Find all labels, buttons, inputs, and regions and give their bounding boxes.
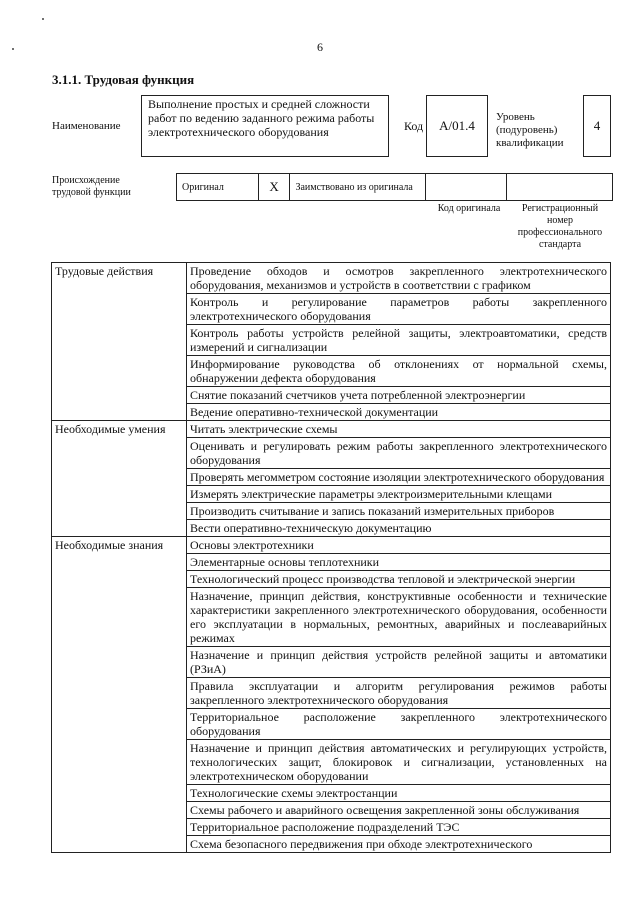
qualification-level: 4 xyxy=(583,95,611,157)
level-label: Уровень (подуровень) квалификации xyxy=(496,111,564,149)
requirement-item: Правила эксплуатации и алгоритм регулирования режимов работы закрепленного электротехнического оборудования xyxy=(187,678,610,709)
original-cell xyxy=(177,174,259,200)
requirement-item: Назначение и принцип действия устройств релейной защиты и автоматики (РЗиА) xyxy=(187,647,610,678)
requirement-item: Ведение оперативно-технической документации xyxy=(190,405,439,419)
scan-speck xyxy=(42,18,44,20)
requirement-item: Технологические схемы электростанции xyxy=(187,785,610,802)
section-row xyxy=(52,537,611,853)
borrowed-label: Заимствовано из оригинала xyxy=(295,181,413,193)
requirement-item: Схема безопасного передвижения при обходе электротехнического xyxy=(190,837,533,851)
requirement-item: Назначение и принцип действия автоматических и регулирующих устройств, технологических защит, блокировок и сигнализации, установленных на электротехническом оборудовании xyxy=(187,740,610,785)
section-items-cell xyxy=(187,421,611,537)
origin-table xyxy=(176,173,613,201)
original-label: Оригинал xyxy=(182,181,224,193)
registration-number-cell xyxy=(507,174,612,200)
requirement-item: Технологический процесс производства тепловой и электрической энергии xyxy=(187,571,610,588)
page-number: 6 xyxy=(317,40,323,54)
origin-label: Происхождение трудовой функции xyxy=(52,175,131,198)
requirement-item: Схемы рабочего и аварийного освещения закрепленной зоны обслуживания xyxy=(187,802,610,819)
section-items-cell xyxy=(187,263,611,421)
requirement-item: Оценивать и регулировать режим работы закрепленного электротехнического оборудования xyxy=(187,438,610,469)
code-label: Код xyxy=(404,119,424,133)
requirement-item: Проверять мегомметром состояние изоляции электротехнического оборудования xyxy=(187,469,610,486)
section-title-cell: Необходимые умения xyxy=(52,421,187,537)
requirement-item: Территориальное расположение закрепленного электротехнического оборудования xyxy=(187,709,610,740)
requirement-item: Назначение, принцип действия, конструктивные особенности и технические характеристики закрепленного электротехнического оборудования, особенности его эксплуатации в нормальных, ремонтных, аварийных и послеаварийных режимах xyxy=(187,588,610,647)
registration-caption: Регистрационный номер профессионального стандарта xyxy=(517,203,603,250)
section-items-cell xyxy=(187,537,611,853)
requirement-item: Элементарные основы теплотехники xyxy=(187,554,610,571)
section-title: 3.1.1. Трудовая функция xyxy=(52,72,195,87)
function-name: Выполнение простых и средней сложности работ по ведению заданного режима работы электротехнического оборудования xyxy=(141,95,389,157)
requirement-item: Читать электрические схемы xyxy=(187,421,610,438)
name-label: Наименование xyxy=(52,120,121,132)
requirement-item: Основы электротехники xyxy=(187,537,610,554)
code-caption: Код оригинала xyxy=(437,203,501,214)
origin-code-cell xyxy=(426,174,508,200)
section-title-cell: Трудовые действия xyxy=(52,263,187,421)
section-row xyxy=(52,263,611,421)
original-mark: X xyxy=(259,174,291,200)
requirement-item: Производить считывание и запись показаний измерительных приборов xyxy=(187,503,610,520)
requirement-item: Вести оперативно-техническую документацию xyxy=(190,521,432,535)
requirement-item: Информирование руководства об отклонениях от нормальной схемы, обнаружении дефекта оборудования xyxy=(187,356,610,387)
requirement-item: Контроль и регулирование параметров работы закрепленного электротехнического оборудования xyxy=(187,294,610,325)
section-row xyxy=(52,421,611,537)
requirement-item: Контроль работы устройств релейной защиты, электроавтоматики, средств измерений и сигнализации xyxy=(187,325,610,356)
function-code: A/01.4 xyxy=(426,95,488,157)
requirement-item: Снятие показаний счетчиков учета потребленной электроэнергии xyxy=(187,387,610,404)
section-title-cell: Необходимые знания xyxy=(52,537,187,853)
requirement-item: Территориальное расположение подразделений ТЭС xyxy=(187,819,610,836)
requirement-item: Измерять электрические параметры электроизмерительными клещами xyxy=(187,486,610,503)
requirement-item: Проведение обходов и осмотров закрепленного электротехнического оборудования, механизмов и устройств в соответствии с графиком xyxy=(187,263,610,294)
borrowed-cell xyxy=(290,174,425,200)
function-table xyxy=(51,262,611,853)
